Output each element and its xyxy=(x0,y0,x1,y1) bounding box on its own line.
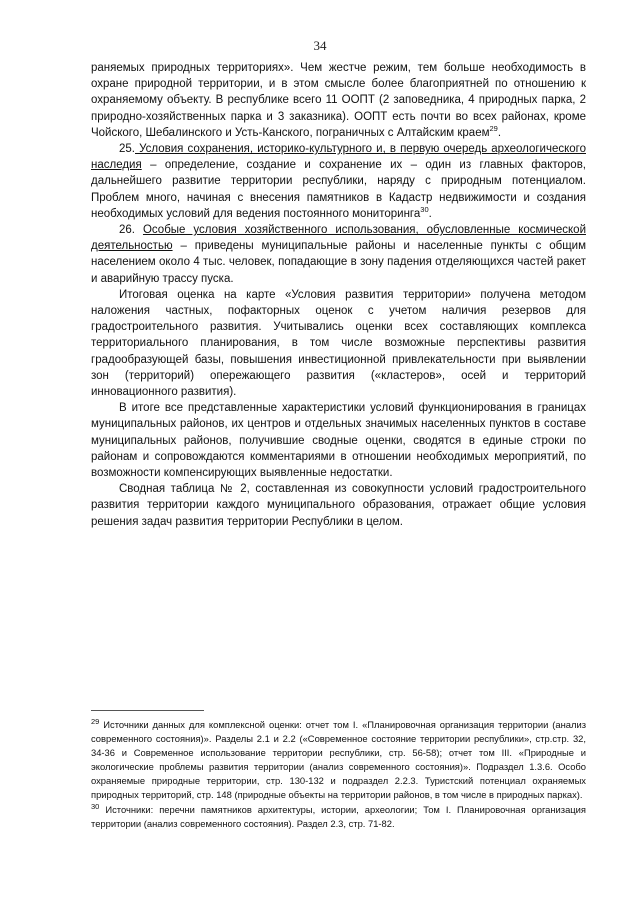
footnote-number: 29 xyxy=(91,716,100,726)
paragraph-summary: В итоге все представленные характеристики условий функционирования в границах муниципальных районов, их центров и отдельных значимых населенных пунктов в составе муниципальных районов, получившие сводные оценки, сводятся в единые строки по районам и сопровождаются комментариями в отношении необходимых мероприятий, по возможности компенсирующих выявленные недостатки. xyxy=(91,402,586,480)
paragraph-item-26 xyxy=(91,222,586,287)
footnote-number: 30 xyxy=(91,801,100,811)
footnote-30 xyxy=(91,803,586,831)
page-number: 34 xyxy=(313,38,327,53)
paragraph-end: . xyxy=(428,207,432,220)
body-text xyxy=(91,60,586,530)
footnote-text: Источники данных для комплексной оценки: отчет том I. «Планировочная организация территории (анализ современного состояния)». Разделы 2.1 и 2.2 («Современное состояние территории республики», стр.стр. 32, 34-36 и Современное использование территории республики, стр. 56-58); отчет том III. «Природные и экологические проблемы развития территории (анализ современного состояния)». Подраздел 1.3.6. Особо охраняемые природные территории, стр. 130-132 и подраздел 2.2.3. Туристский потенциал охраняемых природных территорий, стр. 148 (природные объекты на территории районов, в том числе в природных парках). xyxy=(91,719,586,801)
item-number: 26. xyxy=(119,224,135,237)
paragraph-continuation xyxy=(91,60,586,141)
paragraph-text: – приведены муниципальные районы и населенные пункты с общим населением около 4 тыс. человек, попадающие в зону падения отделяющихся частей ракет и аварийную трассу пуска. xyxy=(91,240,586,285)
footnotes xyxy=(91,718,586,831)
item-heading: Особые условия хозяйственного использования, обусловленные космической деятельностью xyxy=(91,224,586,253)
footnote-ref-29[interactable]: 29 xyxy=(489,123,498,133)
footnote-separator xyxy=(91,710,204,711)
paragraph-final-assessment: Итоговая оценка на карте «Условия развития территории» получена методом наложения частных, пофакторных оценок с учетом наличия резервов для градостроительного развития. Учитывались оценки всех составляющих комплекса территориального планирования, в том числе возможные перспективы развития градообразующей базы, повышения инвестиционной привлекательности при выявлении зон (территорий) опережающего развития («кластеров», осей и территорий инновационного развития). xyxy=(91,288,586,399)
paragraph-text: – определение, создание и сохранение их – один из главных факторов, дальнейшего развитие территории республики, наряду с природным потенциалом. Проблем много, начиная с внесения памятников в Кадастр недвижимости и создания необходимых условий для ведения постоянного мониторинга xyxy=(91,159,586,220)
item-heading: Условия сохранения, историко-культурного и, в первую очередь археологического наследия xyxy=(91,143,586,172)
footnote-29 xyxy=(91,718,586,803)
item-number: 25. xyxy=(119,143,135,156)
footnote-text: Источники: перечни памятников архитектуры, истории, археологии; Том I. Планировочная организация территории (анализ современного состояния). Раздел 2.3, стр. 71-82. xyxy=(91,803,586,829)
paragraph-summary-table: Сводная таблица № 2, составленная из совокупности условий градостроительного развития территории каждого муниципального образования, отражает общие условия решения задач развития территории Республики в целом. xyxy=(91,483,586,528)
paragraph-item-25 xyxy=(91,141,586,222)
paragraph-end: . xyxy=(497,126,502,139)
footnote-ref-30[interactable]: 30 xyxy=(420,205,429,214)
paragraph-text: раняемых природных территориях». Чем жестче режим, тем больше необходимость в охране природной территории, и в этом смысле более благоприятней по отношению к охраняемому объекту. В республике всего 11 ООПТ (2 заповедника, 4 природных парка, 2 природно-хозяйственных парка и 3 заказника). ООПТ есть почти во всех районах, кроме Чойского, Шебалинского и Усть-Канского, пограничных с Алтайским краем xyxy=(91,62,586,139)
